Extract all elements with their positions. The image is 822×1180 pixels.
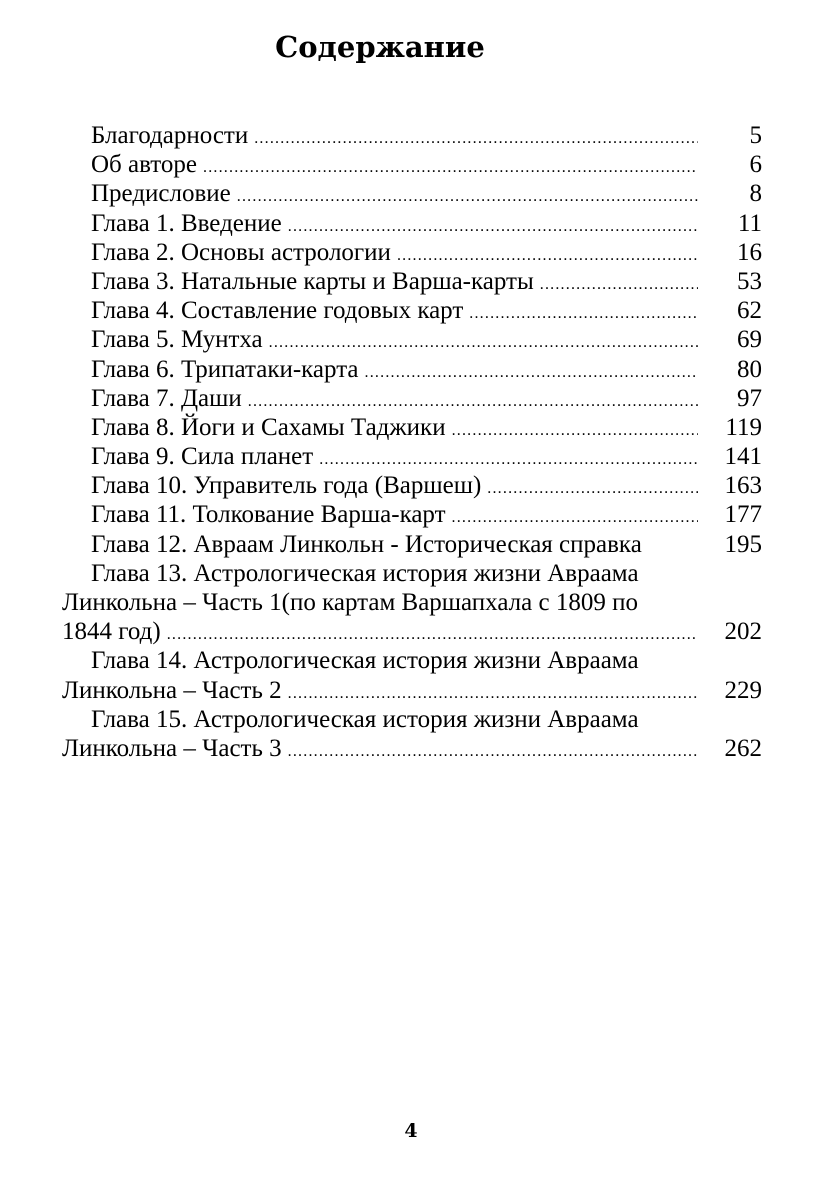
toc-entry-title: Глава 5. Мунтха <box>91 326 263 354</box>
toc-entry-line <box>62 676 762 705</box>
toc-entry-line <box>62 588 762 617</box>
toc-entry-title: Глава 11. Толкование Варша-карт <box>91 501 446 529</box>
toc-entry-line <box>62 530 762 559</box>
dot-leader <box>452 416 698 445</box>
dot-leader <box>269 328 698 357</box>
dot-leader <box>452 503 698 532</box>
toc-entry <box>62 150 762 179</box>
toc-entry-line <box>62 646 762 675</box>
toc-entry-page: 80 <box>737 355 762 383</box>
toc-entry <box>62 121 762 150</box>
toc-entry-title: Предисловие <box>91 180 231 208</box>
toc-entry-page: 16 <box>737 238 762 266</box>
toc-entry-title: Глава 15. Астрологическая история жизни Авраама <box>91 705 639 733</box>
toc-entry <box>62 559 762 647</box>
toc-entry-title: Линкольна – Часть 1(по картам Варшапхала с 1809 по <box>62 589 638 616</box>
toc-entry-title: Глава 7. Даши <box>91 384 242 412</box>
toc-entry-line <box>62 471 762 500</box>
toc-entry-line <box>62 209 762 238</box>
dot-leader <box>237 182 698 211</box>
toc-entry-title: Глава 14. Астрологическая история жизни Авраама <box>91 647 639 675</box>
toc-entry-line <box>62 442 762 471</box>
dot-leader <box>254 124 698 153</box>
dot-leader <box>288 679 698 708</box>
toc-entry-line <box>62 179 762 208</box>
dot-leader <box>288 212 698 241</box>
toc-entry-line <box>62 559 762 588</box>
toc-entry-title: Глава 6. Трипатаки-карта <box>91 355 359 383</box>
page-title: Содержание <box>275 30 485 64</box>
toc-entry-line <box>62 705 762 734</box>
toc-entry-title: Глава 9. Сила планет <box>91 443 314 471</box>
toc-entry-title: Глава 8. Йоги и Сахамы Таджики <box>91 413 446 441</box>
toc-entry-line <box>62 617 762 646</box>
toc-entry-page: 202 <box>724 618 762 646</box>
toc-entry <box>62 471 762 500</box>
toc-entry <box>62 238 762 267</box>
dot-leader <box>540 270 698 299</box>
toc-entry <box>62 325 762 354</box>
toc-entry-title: Глава 10. Управитель года (Варшеш) <box>91 472 482 500</box>
toc-entry <box>62 646 762 704</box>
toc-entry-page: 6 <box>749 151 762 179</box>
toc-entry-page: 62 <box>737 297 762 325</box>
toc-entry-page: 97 <box>737 384 762 412</box>
dot-leader <box>248 387 698 416</box>
toc-entry-line <box>62 384 762 413</box>
toc-entry-title: Об авторе <box>91 151 197 179</box>
toc-entry-line <box>62 325 762 354</box>
toc-entry-line <box>62 355 762 384</box>
toc-entry-title: Глава 1. Введение <box>91 209 282 237</box>
table-of-contents <box>62 121 762 763</box>
toc-entry-line <box>62 296 762 325</box>
toc-entry <box>62 442 762 471</box>
dot-leader <box>203 153 698 182</box>
dot-leader <box>469 299 698 328</box>
toc-entry <box>62 384 762 413</box>
toc-entry-page: 141 <box>724 443 762 471</box>
toc-entry-page: 262 <box>724 734 762 762</box>
toc-entry-title: 1844 год) <box>62 618 161 646</box>
toc-entry-line <box>62 121 762 150</box>
toc-entry <box>62 209 762 238</box>
toc-entry-title: Благодарности <box>91 122 249 149</box>
toc-entry-title: Глава 12. Авраам Линкольн - Историческая справка <box>91 530 642 558</box>
toc-entry-page: 53 <box>737 267 762 295</box>
toc-entry-page: 11 <box>737 209 762 237</box>
toc-entry-line <box>62 267 762 296</box>
toc-entry-title: Глава 2. Основы астрологии <box>91 238 391 266</box>
toc-entry-page: 229 <box>724 676 762 704</box>
toc-entry <box>62 530 762 559</box>
toc-entry-page: 69 <box>737 326 762 354</box>
toc-entry-page: 119 <box>725 413 762 441</box>
toc-entry-line <box>62 150 762 179</box>
toc-entry-page: 8 <box>749 180 762 208</box>
toc-entry <box>62 500 762 529</box>
toc-entry-line <box>62 734 762 763</box>
toc-entry-title: Линкольна – Часть 3 <box>62 734 282 762</box>
toc-entry <box>62 179 762 208</box>
toc-entry-title: Глава 3. Натальные карты и Варша-карты <box>91 267 534 295</box>
toc-entry-page: 177 <box>724 501 762 529</box>
dot-leader <box>319 445 698 474</box>
toc-entry-title: Линкольна – Часть 2 <box>62 676 282 704</box>
toc-entry-line <box>62 413 762 442</box>
toc-entry-line <box>62 500 762 529</box>
toc-entry <box>62 705 762 763</box>
dot-leader <box>167 620 698 649</box>
toc-entry-line <box>62 238 762 267</box>
toc-entry <box>62 267 762 296</box>
toc-entry-title: Глава 13. Астрологическая история жизни Авраама <box>91 559 639 587</box>
dot-leader <box>288 737 698 766</box>
toc-entry-title: Глава 4. Составление годовых карт <box>91 297 464 325</box>
page-number: 4 <box>404 1120 418 1142</box>
dot-leader <box>487 474 698 503</box>
dot-leader <box>365 358 698 387</box>
toc-entry-page: 195 <box>724 530 762 558</box>
toc-entry <box>62 413 762 442</box>
dot-leader <box>397 241 698 270</box>
toc-entry-page: 163 <box>724 472 762 500</box>
toc-entry <box>62 355 762 384</box>
toc-entry-page: 5 <box>749 122 762 149</box>
toc-entry <box>62 296 762 325</box>
